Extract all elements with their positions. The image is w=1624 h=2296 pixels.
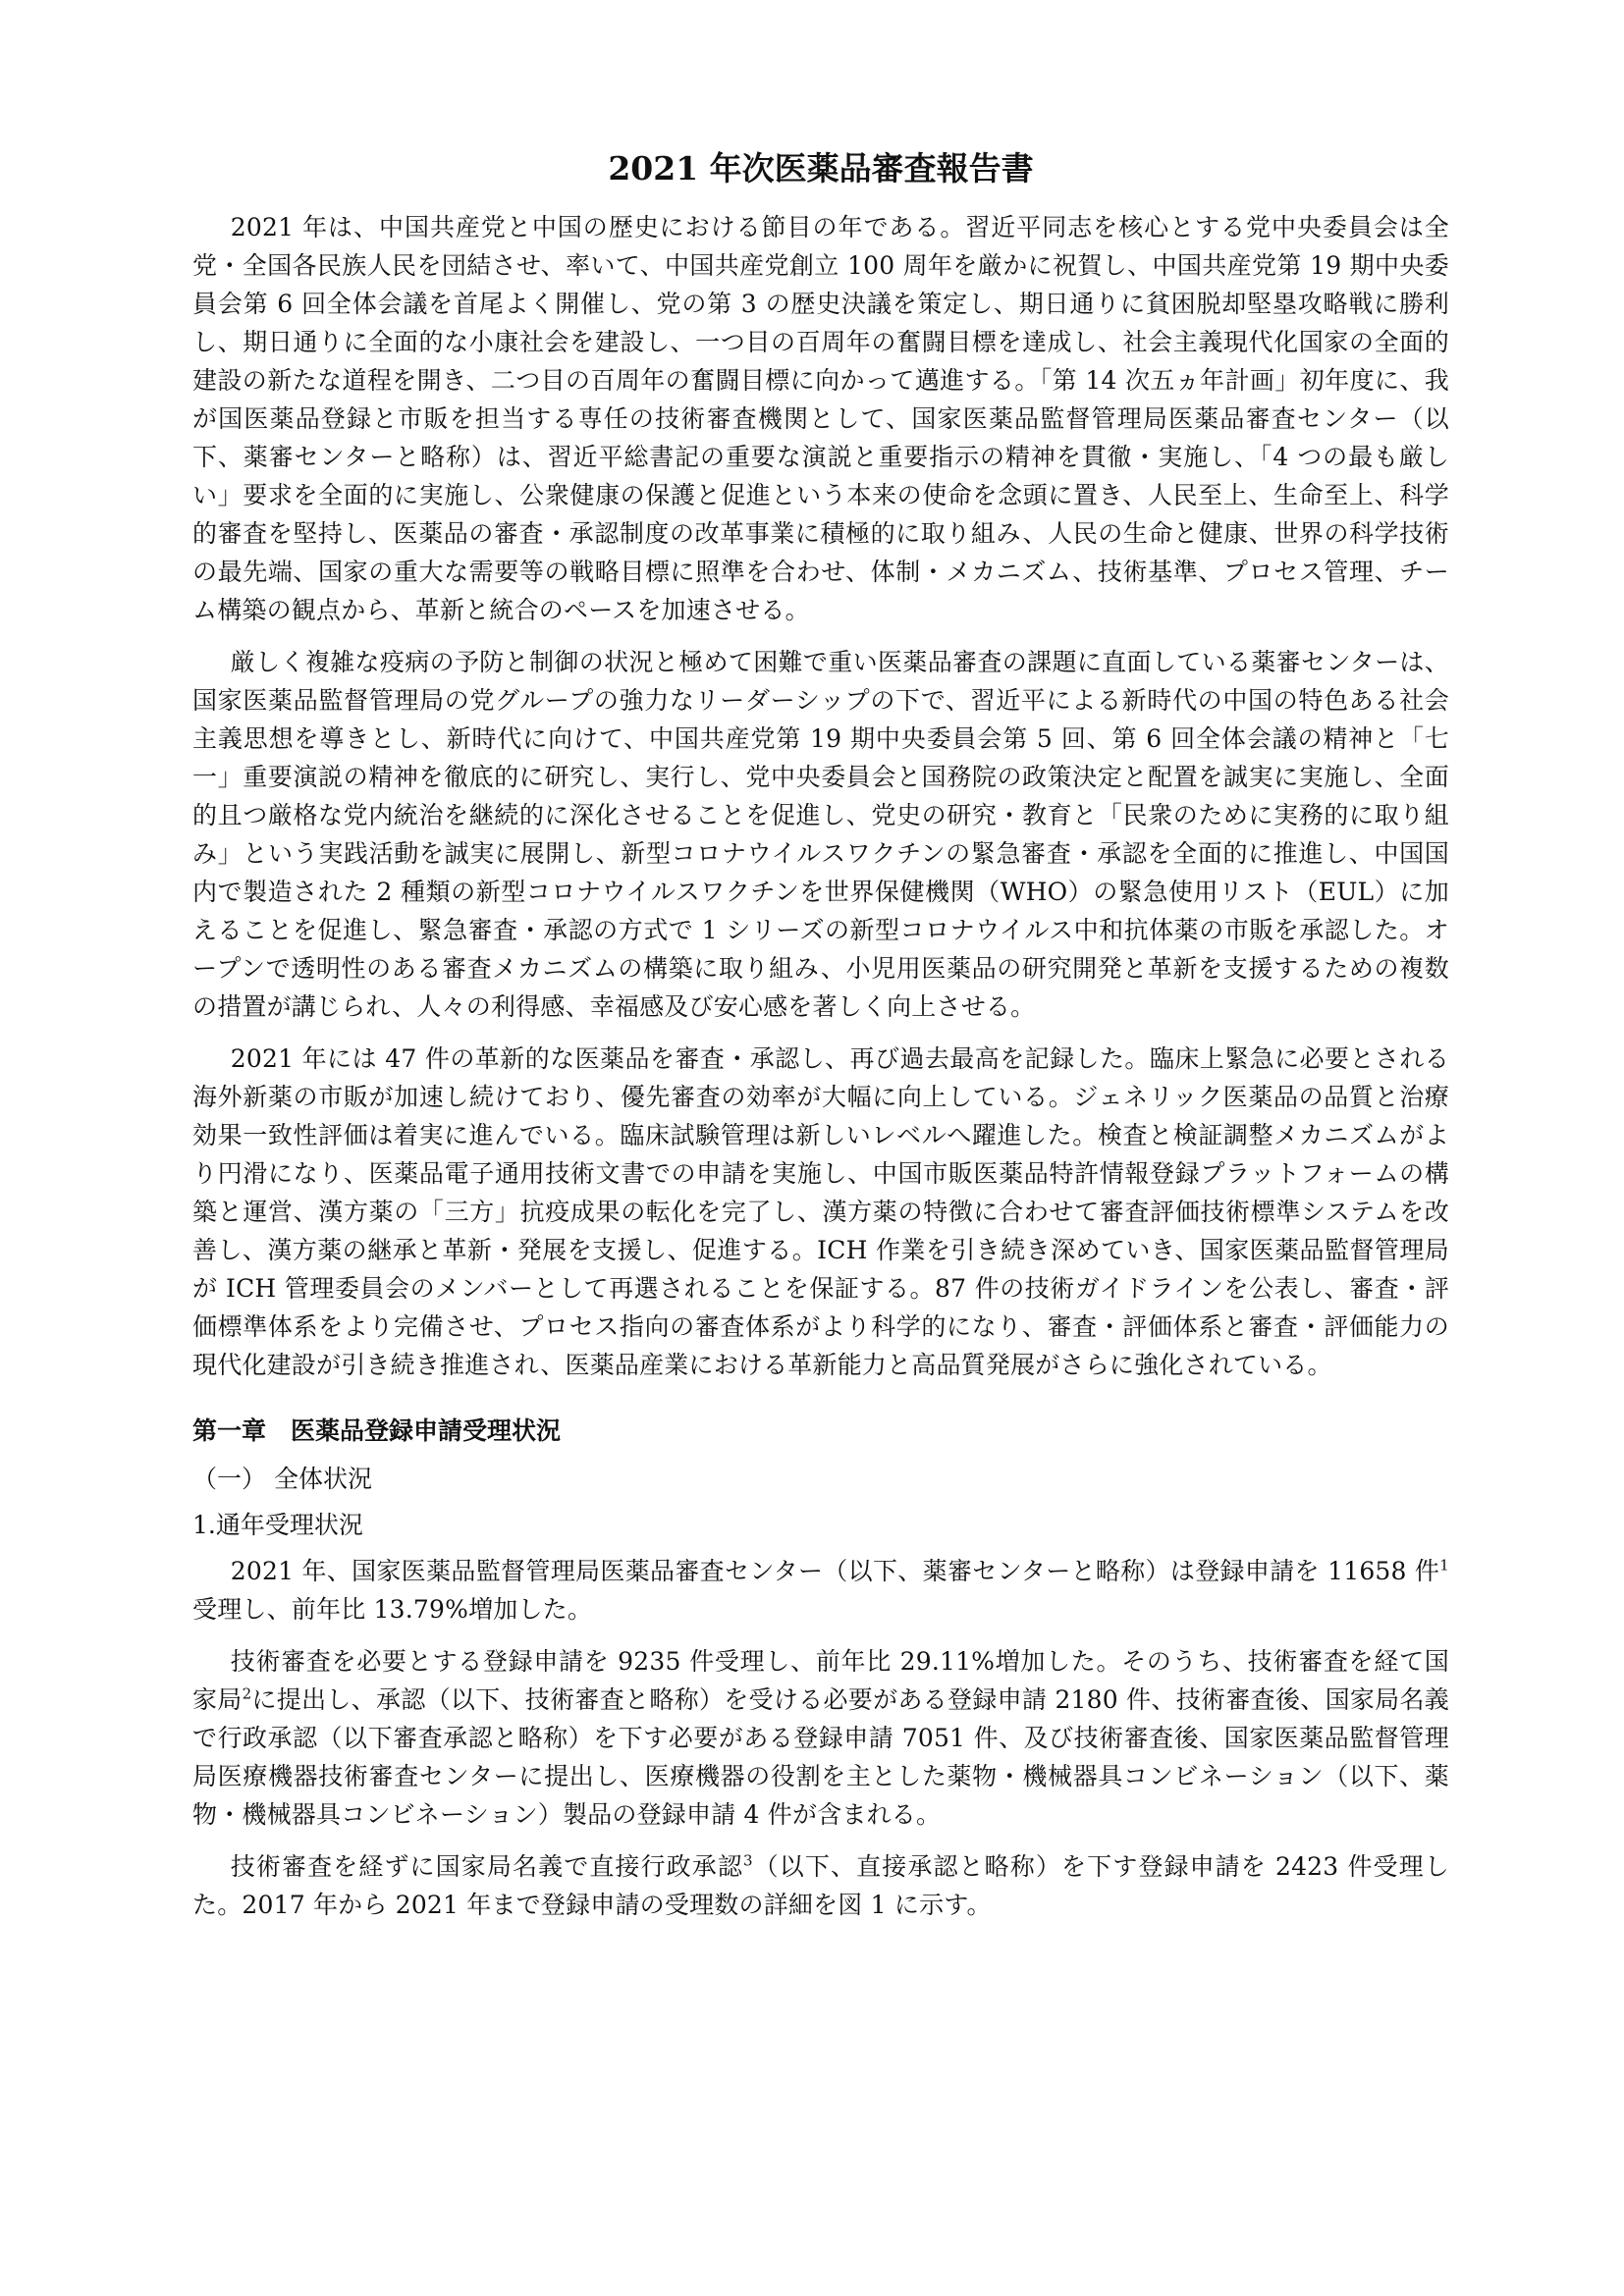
footnote-ref-3: 3 xyxy=(743,1851,753,1870)
footnote-ref-2: 2 xyxy=(242,1684,252,1703)
chapter-heading: 第一章 医薬品登録申請受理状況 xyxy=(192,1416,562,1445)
section-heading: （一） 全体状況 xyxy=(192,1465,372,1493)
chapter-paragraph-1-text-a: 2021 年、国家医薬品監督管理局医薬品審査センター（以下、薬審センターと略称）は登録申請を 11658 件 xyxy=(230,1557,1440,1585)
footnote-ref-1: 1 xyxy=(1439,1556,1449,1575)
chapter-paragraph-3-text-b: （以下、直接承認と略称）を下す登録申請を 2423 件受理した。2017 年から 2021 年まで登録申請の受理数の詳細を図 1 に示す。 xyxy=(192,1852,1449,1919)
subsection-heading: 1.通年受理状況 xyxy=(192,1511,363,1539)
intro-paragraph-3: 2021 年には 47 件の革新的な医薬品を審査・承認し、再び過去最高を記録した。臨床上緊急に必要とされる海外新薬の市販が加速し続けており、優先審査の効率が大幅に向上している。ジェネリック医薬品の品質と治療効果一致性評価は着実に進んでいる。臨床試験管理は新しいレベルへ躍進した。検査と検証調整メカニズムがより円滑になり、医薬品電子通用技術文書での申請を実施し、中国市販医薬品特許情報登録プラットフォームの構築と運営、漢方薬の「三方」抗疫成果の転化を完了し、漢方薬の特徴に合わせて審査評価技術標準システムを改善し、漢方薬の継承と革新・発展を支援し、促進する。ICH 作業を引き続き深めていき、国家医薬品監督管理局が ICH 管理委員会のメンバーとして再選されることを保証する。87 件の技術ガイドラインを公表し、審査・評価標準体系をより完備させ、プロセス指向の審査体系がより科学的になり、審査・評価体系と審査・評価能力の現代化建設が引き続き推進され、医薬品産業における革新能力と高品質発展がさらに強化されている。 xyxy=(192,1044,1449,1379)
intro-paragraph-2: 厳しく複雑な疫病の予防と制御の状況と極めて困難で重い医薬品審査の課題に直面している薬審センターは、国家医薬品監督管理局の党グループの強力なリーダーシップの下で、習近平による新時代の中国の特色ある社会主義思想を導きとし、新時代に向けて、中国共産党第 19 期中央委員会第 5 回、第 6 回全体会議の精神と「七一」重要演説の精神を徹底的に研究し、実行し、党中央委員会と国務院の政策決定と配置を誠実に実施し、全面的且つ厳格な党内統治を継続的に深化させることを促進し、党史の研究・教育と「民衆のために実務的に取り組み」という実践活動を誠実に展開し、新型コロナウイルスワクチンの緊急審査・承認を全面的に推進し、中国国内で製造された 2 種類の新型コロナウイルスワクチンを世界保健機関（WHO）の緊急使用リスト（EUL）に加えることを促進し、緊急審査・承認の方式で 1 シリーズの新型コロナウイルス中和抗体薬の市販を承認した。オープンで透明性のある審査メカニズムの構築に取り組み、小児用医薬品の研究開発と革新を支援するための複数の措置が講じられ、人々の利得感、幸福感及び安心感を著しく向上させる。 xyxy=(192,648,1449,1021)
document-title: 2021 年次医薬品審査報告書 xyxy=(608,149,1034,187)
chapter-paragraph-2-text-a: 技術審査を必要とする登録申請を 9235 件受理し、前年比 29.11%増加した。そのうち、技術審査を経て国家局 xyxy=(192,1647,1449,1714)
chapter-paragraph-2 xyxy=(192,1642,1449,1834)
chapter-paragraph-1 xyxy=(192,1552,1449,1629)
chapter-paragraph-3-text-a: 技術審査を経ずに国家局名義で直接行政承認 xyxy=(230,1852,743,1881)
chapter-paragraph-3 xyxy=(192,1847,1449,1924)
document-page xyxy=(192,147,1449,1938)
intro-paragraph-1: 2021 年は、中国共産党と中国の歴史における節目の年である。習近平同志を核心とする党中央委員会は全党・全国各民族人民を団結させ、率いて、中国共産党創立 100 周年を厳かに祝賀し、中国共産党第 19 期中央委員会第 6 回全体会議を首尾よく開催し、党の第 3 の歴史決議を策定し、期日通りに貧困脱却堅塁攻略戦に勝利し、期日通りに全面的な小康社会を建設し、一つ目の百周年の奮闘目標を達成し、社会主義現代化国家の全面的建設の新たな道程を開き、二つ目の百周年の奮闘目標に向かって邁進する。「第 14 次五ヵ年計画」初年度に、我が国医薬品登録と市販を担当する専任の技術審査機関として、国家医薬品監督管理局医薬品審査センター（以下、薬審センターと略称）は、習近平総書記の重要な演説と重要指示の精神を貫徹・実施し、「4 つの最も厳しい」要求を全面的に実施し、公衆健康の保護と促進という本来の使命を念頭に置き、人民至上、生命至上、科学的審査を堅持し、医薬品の審査・承認制度の改革事業に積極的に取り組み、人民の生命と健康、世界の科学技術の最先端、国家の重大な需要等の戦略目標に照準を合わせ、体制・メカニズム、技術基準、プロセス管理、チーム構築の観点から、革新と統合のペースを加速させる。 xyxy=(192,213,1449,624)
chapter-paragraph-1-text-b: 受理し、前年比 13.79%増加した。 xyxy=(192,1595,593,1624)
chapter-paragraph-2-text-b: に提出し、承認（以下、技術審査と略称）を受ける必要がある登録申請 2180 件、技術審査後、国家局名義で行政承認（以下審査承認と略称）を下す必要がある登録申請 7051 件、及び技術審査後、国家医薬品監督管理局医療機器技術審査センターに提出し、医療機器の役割を主とした薬物・機械器具コンビネーション（以下、薬物・機械器具コンビネーション）製品の登録申請 4 件が含まれる。 xyxy=(192,1685,1449,1829)
